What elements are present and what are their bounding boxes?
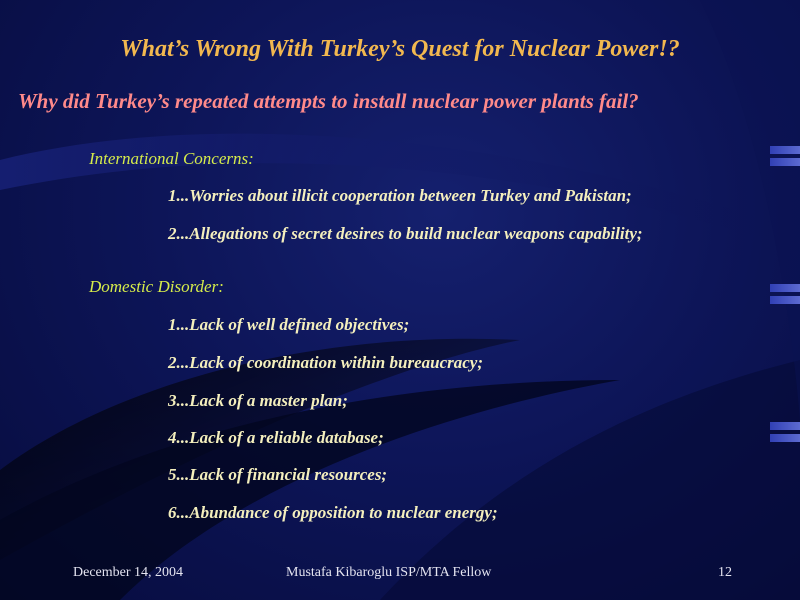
decorative-bar bbox=[770, 158, 800, 166]
footer-author: Mustafa Kibaroglu ISP/MTA Fellow bbox=[286, 565, 492, 580]
footer-date: December 14, 2004 bbox=[73, 565, 184, 580]
decorative-bar bbox=[770, 146, 800, 154]
list-item: 5...Lack of financial resources; bbox=[168, 465, 388, 484]
decorative-bar bbox=[770, 434, 800, 442]
slide-title: What’s Wrong With Turkey’s Quest for Nuclear Power!? bbox=[120, 36, 680, 62]
section-heading-domestic: Domestic Disorder: bbox=[89, 277, 224, 296]
list-item: 1...Lack of well defined objectives; bbox=[168, 315, 410, 334]
list-item: 2...Allegations of secret desires to build nuclear weapons capability; bbox=[168, 224, 643, 243]
decorative-bar bbox=[770, 284, 800, 292]
slide-number: 12 bbox=[718, 565, 732, 580]
list-item: 2...Lack of coordination within bureaucracy; bbox=[168, 353, 483, 372]
list-item: 6...Abundance of opposition to nuclear energy; bbox=[168, 503, 498, 522]
list-item: 3...Lack of a master plan; bbox=[168, 391, 348, 410]
decorative-bar bbox=[770, 296, 800, 304]
slide-subtitle: Why did Turkey’s repeated attempts to install nuclear power plants fail? bbox=[18, 89, 639, 113]
list-item: 1...Worries about illicit cooperation between Turkey and Pakistan; bbox=[168, 186, 632, 205]
list-item: 4...Lack of a reliable database; bbox=[168, 428, 384, 447]
decorative-bar bbox=[770, 422, 800, 430]
section-heading-international: International Concerns: bbox=[89, 149, 254, 168]
